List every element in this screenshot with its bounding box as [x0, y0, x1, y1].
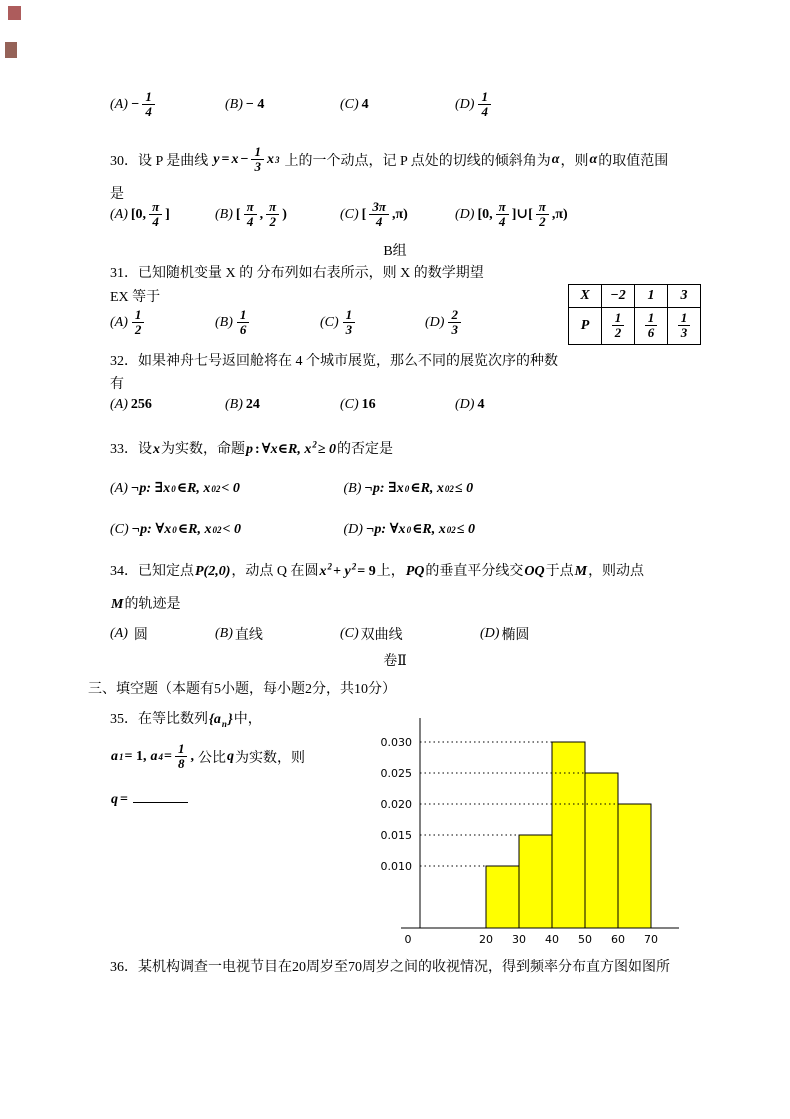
fraction: [612, 311, 625, 341]
option-label: (C): [320, 314, 339, 330]
subscript: 0: [406, 524, 412, 535]
option-value: 双曲线: [360, 628, 403, 643]
sequence-brace: }: [227, 712, 233, 727]
fraction: [244, 200, 257, 230]
cell-p-value: [668, 308, 701, 345]
var-p: p: [246, 442, 253, 457]
svg-text:0: 0: [404, 933, 412, 946]
stem-text: 为实数，则: [234, 750, 305, 766]
equals-sign: =: [120, 792, 128, 807]
fraction: [678, 311, 691, 341]
numerator: 1: [237, 308, 250, 323]
option-b: [344, 480, 475, 497]
option-label: (D): [455, 96, 475, 112]
question-33-options-row1: [110, 480, 474, 497]
question-30-stem-wrap: 是: [110, 187, 124, 202]
option-label: (D): [455, 206, 475, 222]
stem-text: 上，: [376, 564, 405, 579]
option-c: [340, 624, 480, 644]
formula: = 9: [357, 564, 376, 579]
interval-open: [0,: [477, 206, 493, 222]
fraction: [142, 90, 155, 120]
option-label: (B): [343, 480, 362, 496]
option-value: 16: [361, 397, 376, 412]
stem-text: 35．在等比数列: [110, 712, 208, 727]
option-b: [215, 624, 340, 644]
svg-text:20: 20: [479, 933, 493, 946]
svg-text:0.030: 0.030: [380, 736, 412, 749]
option-a: [110, 624, 215, 644]
svg-text:50: 50: [578, 933, 592, 946]
numerator: 1: [645, 311, 658, 326]
subscript: 0: [212, 524, 217, 535]
option-c: [340, 97, 455, 113]
subscript: 0: [446, 524, 452, 535]
subscript: 0: [172, 524, 177, 535]
option-value: 4: [361, 96, 369, 112]
point-m: M: [574, 564, 588, 579]
question-32-options: [110, 397, 485, 413]
option-value: 24: [245, 397, 260, 412]
numerator: 1: [142, 90, 155, 105]
var-q: q: [111, 792, 118, 807]
option-label: (B): [215, 626, 233, 641]
svg-text:60: 60: [611, 933, 625, 946]
segment-oq: OQ: [524, 564, 545, 579]
option-label: (C): [110, 521, 129, 537]
formula: ∈R, x: [176, 481, 211, 496]
question-33-options-row2: [110, 521, 476, 538]
question-35-answer-line: [110, 789, 188, 808]
option-a: [110, 397, 225, 413]
option-label: (D): [480, 626, 500, 641]
interval-close: ,π): [551, 206, 568, 222]
colon: :: [255, 442, 260, 457]
scan-artifact-2: [5, 42, 17, 58]
denominator: 4: [375, 214, 383, 230]
option-label: (C): [340, 206, 359, 222]
question-32-stem: 32．如果神舟七号返回舱将在 4 个城市展览，那么不同的展览次序的种数: [110, 354, 558, 369]
term-a4: a: [150, 748, 158, 764]
segment-pq: PQ: [405, 564, 425, 579]
comma: ,: [259, 206, 264, 222]
formula: + y: [333, 564, 351, 579]
var-x: x: [153, 442, 160, 457]
fraction: [251, 145, 264, 175]
cell-x-value: 3: [668, 285, 701, 308]
denominator: 6: [647, 325, 655, 341]
question-31-options: [110, 308, 463, 338]
exponent: 2: [451, 524, 456, 535]
minus-sign: −: [130, 96, 140, 112]
fraction: [266, 200, 279, 230]
table-row-x: [569, 285, 701, 308]
exponent: 2: [312, 439, 317, 450]
fraction: [496, 200, 509, 230]
fraction: [369, 200, 389, 230]
option-label: (D): [455, 397, 475, 412]
numerator: 1: [132, 308, 145, 323]
interval-close: ,π): [391, 206, 408, 222]
stem-text: 34．已知定点: [110, 564, 194, 579]
frequency-histogram: [345, 710, 685, 950]
stem-text: 30．设 P 是曲线: [110, 153, 209, 169]
option-a: [110, 480, 340, 497]
fraction: [237, 308, 250, 338]
denominator: 2: [539, 214, 546, 230]
question-35-stem: [110, 708, 262, 729]
sequence-brace: {a: [209, 712, 221, 727]
subscript: n: [221, 718, 227, 729]
option-label: (D): [343, 521, 363, 537]
option-label: (B): [215, 206, 233, 222]
comma: ,: [190, 748, 194, 764]
option-b: [215, 308, 320, 338]
stem-text: 为实数，命题: [161, 442, 245, 457]
subscript: 0: [404, 483, 410, 494]
option-a: [110, 90, 225, 120]
formula: < 0: [222, 521, 241, 537]
point-m: M: [111, 597, 124, 612]
denominator: 3: [345, 322, 353, 338]
numerator: π: [536, 200, 549, 215]
var-alpha: α: [589, 151, 598, 167]
option-label: (C): [340, 626, 359, 641]
cell-p-label: P: [569, 308, 602, 345]
fraction: [132, 308, 145, 338]
section-3-heading: 三、填空题（本题有5小题，每小题2分，共10分）: [88, 682, 396, 697]
option-c: [340, 200, 455, 230]
option-label: (B): [215, 314, 233, 330]
question-35-line2: [110, 742, 305, 772]
option-b: [225, 397, 340, 413]
numerator: 2: [448, 308, 461, 323]
numerator: 1: [478, 90, 491, 105]
fraction: [149, 200, 162, 230]
option-label: (A): [110, 206, 128, 222]
stem-text: 中，: [233, 712, 262, 727]
minus-sign: −: [240, 151, 249, 167]
option-c: [340, 397, 455, 413]
option-value: 圆: [133, 628, 148, 643]
var-x: x: [266, 151, 274, 167]
stem-text: 的轨迹是: [124, 597, 181, 612]
scan-artifact-1: [8, 6, 21, 20]
stem-text: 的否定是: [337, 442, 394, 457]
denominator: 4: [498, 214, 506, 230]
numerator: 1: [612, 311, 625, 326]
option-d: [455, 397, 485, 413]
option-label: (A): [110, 397, 128, 412]
term-a1: a: [111, 748, 118, 764]
option-value: 直线: [234, 628, 263, 643]
fraction: [478, 90, 491, 120]
option-label: (D): [425, 314, 445, 330]
cell-x-value: −2: [602, 285, 635, 308]
formula: ∈R, x: [177, 522, 212, 537]
question-33-stem: [110, 438, 393, 458]
question-34-stem-wrap: [110, 593, 180, 613]
union-symbol: ]∪[: [511, 207, 533, 223]
option-label: (C): [340, 397, 359, 412]
numerator: 1: [175, 742, 188, 757]
svg-text:0.010: 0.010: [380, 860, 412, 873]
subscript: 1: [119, 751, 124, 762]
option-a: [110, 200, 215, 230]
option-c: [110, 521, 340, 538]
option-value: 256: [130, 397, 152, 412]
numerator: π: [496, 200, 509, 215]
formula: ∈R, x: [410, 481, 444, 496]
fraction: [536, 200, 549, 230]
stem-text: 的取值范围: [598, 153, 669, 169]
denominator: 2: [134, 322, 142, 338]
formula: < 0: [221, 480, 240, 496]
question-30-stem: [110, 145, 668, 175]
stem-text: ，则动点: [588, 564, 645, 579]
subscript: 0: [211, 483, 216, 494]
option-label: (A): [110, 96, 128, 112]
formula: ∈R, x: [412, 522, 446, 537]
option-d: [425, 308, 463, 338]
svg-text:40: 40: [545, 933, 559, 946]
option-label: (C): [340, 96, 359, 112]
svg-text:30: 30: [512, 933, 526, 946]
formula: ¬p: ∃x: [364, 481, 404, 496]
option-d: [455, 200, 569, 230]
fraction: [175, 742, 188, 772]
fraction: [448, 308, 461, 338]
stem-text: 公比: [197, 750, 226, 766]
exponent: 2: [449, 483, 454, 494]
option-value: − 4: [245, 96, 265, 112]
stem-text: ，则: [560, 153, 589, 169]
var-x: x: [231, 151, 239, 167]
denominator: 4: [152, 214, 159, 230]
cell-p-value: [635, 308, 668, 345]
distribution-table: [568, 284, 701, 345]
numerator: 1: [343, 308, 356, 323]
option-label: (A): [110, 626, 128, 641]
denominator: 2: [269, 214, 276, 230]
denominator: 4: [145, 104, 152, 120]
group-b-heading: B组: [383, 244, 407, 259]
question-36-stem: 36．某机构调查一电视节目在20周岁至70周岁之间的收视情况，得到频率分布直方图如图所: [110, 960, 670, 975]
cell-x-label: X: [569, 285, 602, 308]
question-30-options: [110, 200, 569, 230]
stem-text: 的垂直平分线交: [425, 564, 524, 579]
denominator: 6: [239, 322, 247, 338]
var-y: y: [213, 151, 220, 167]
volume-2-heading: 卷Ⅱ: [383, 654, 407, 669]
option-a: [110, 308, 215, 338]
subscript: 4: [158, 751, 163, 762]
denominator: 4: [481, 104, 488, 120]
var-q: q: [226, 748, 234, 764]
table-row-p: [569, 308, 701, 345]
exponent: 2: [351, 561, 357, 572]
option-label: (A): [110, 480, 128, 496]
denominator: 3: [680, 325, 688, 341]
formula: ≤ 0: [456, 521, 475, 537]
stem-text: 33．设: [110, 442, 152, 457]
exponent: 3: [274, 154, 280, 165]
numerator: 3π: [369, 200, 389, 215]
stem-text: 于点: [545, 564, 574, 579]
denominator: 4: [246, 214, 254, 230]
formula: ¬p: ∃x: [130, 481, 171, 496]
option-d: [455, 90, 493, 120]
option-label: (B): [225, 96, 243, 112]
exponent: 2: [217, 524, 222, 535]
denominator: 3: [254, 159, 261, 175]
answer-blank: [133, 789, 188, 803]
fraction: [343, 308, 356, 338]
interval-open: [0,: [130, 206, 147, 222]
question-31-stem2: EX 等于: [110, 290, 161, 305]
exponent: 2: [215, 483, 221, 494]
numerator: 1: [678, 311, 691, 326]
fraction: [645, 311, 658, 341]
formula: ¬p: ∀x: [365, 522, 406, 537]
var-x: x: [319, 564, 327, 579]
var-alpha: α: [551, 151, 560, 167]
option-d: [480, 624, 529, 644]
numerator: π: [266, 200, 279, 215]
option-b: [215, 200, 340, 230]
question-34-options: [110, 624, 529, 644]
denominator: 8: [177, 756, 185, 772]
formula: ∀x∈R, x: [261, 442, 312, 457]
question-34-stem: [110, 560, 644, 580]
svg-text:70: 70: [644, 933, 658, 946]
top-options-row: [110, 90, 493, 120]
stem-text: ，动点 Q 在圆: [231, 564, 319, 579]
numerator: 1: [251, 145, 264, 160]
stem-text: 上的一个动点，记 P 点处的切线的倾斜角为: [284, 153, 551, 169]
svg-text:0.025: 0.025: [380, 767, 412, 780]
interval-open: [: [361, 206, 367, 222]
question-32-stem-wrap: 有: [110, 377, 124, 392]
interval-open: [: [235, 206, 241, 222]
interval-close: ]: [165, 206, 170, 222]
denominator: 2: [614, 325, 622, 341]
option-label: (A): [110, 314, 128, 330]
subscript: 0: [171, 483, 176, 494]
point-p: P(2,0): [195, 564, 231, 579]
equals-sign: =: [221, 151, 230, 167]
svg-text:0.015: 0.015: [380, 829, 412, 842]
equals-sign: =: [163, 748, 172, 764]
formula: ≤ 0: [454, 480, 474, 496]
option-value: 4: [477, 397, 485, 412]
exponent: 2: [327, 561, 333, 572]
subscript: 0: [444, 483, 450, 494]
interval-close: ): [282, 206, 287, 222]
denominator: 3: [451, 322, 458, 338]
svg-text:0.020: 0.020: [380, 798, 412, 811]
question-31-stem: 31．已知随机变量 X 的 分布列如右表所示，则 X 的数学期望: [110, 266, 484, 281]
option-value: 椭圆: [501, 628, 530, 643]
option-label: (B): [225, 397, 243, 412]
numerator: π: [149, 200, 162, 215]
option-d: [344, 521, 476, 538]
option-c: [320, 308, 425, 338]
cell-p-value: [602, 308, 635, 345]
formula: ≥ 0: [317, 442, 337, 457]
formula: ¬p: ∀x: [131, 522, 172, 537]
numerator: π: [244, 200, 257, 215]
option-b: [225, 97, 340, 113]
cell-x-value: 1: [635, 285, 668, 308]
equals-sign: = 1,: [124, 748, 147, 764]
